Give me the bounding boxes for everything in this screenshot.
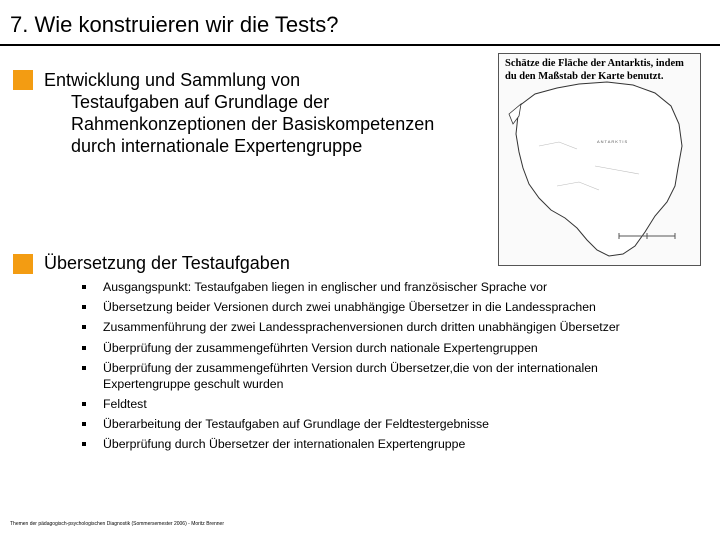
list-item-text: Überprüfung der zusammengeführten Version durch Übersetzer,die von der internationalen Expertengruppe geschult wurden [103, 360, 598, 391]
list-item [82, 340, 642, 356]
square-bullet-icon [82, 325, 86, 329]
antarctica-map-icon [499, 54, 700, 265]
map-label: ANTARKTIS [597, 139, 629, 144]
square-bullet-icon [82, 305, 86, 309]
list-item-text: Übersetzung beider Versionen durch zwei unabhängige Übersetzer in die Landessprachen [103, 300, 596, 315]
point-translation-heading: Übersetzung der Testaufgaben [44, 253, 290, 273]
list-item [82, 279, 642, 295]
point-development-rest: Testaufgaben auf Grundlage der Rahmenkonzeptionen der Basiskompetenzen durch internationale Expertengruppe [71, 92, 435, 156]
title-divider [0, 44, 720, 46]
point-development-line1: Entwicklung und Sammlung von [44, 70, 301, 90]
square-bullet-icon [82, 422, 86, 426]
page-title: 7. Wie konstruieren wir die Tests? [10, 12, 339, 37]
slide-footer: Themen der pädagogisch-psychologischen Diagnostik (Sommersemester 2006) - Moritz Brenner [10, 521, 224, 527]
list-item [82, 319, 642, 335]
list-item [82, 416, 642, 432]
list-item [82, 360, 642, 392]
orange-square-bullet-icon [13, 70, 33, 90]
translation-steps-list [82, 279, 642, 457]
list-item-text: Zusammenführung der zwei Landessprachenversionen durch dritten unabhängigen Übersetzer [103, 320, 620, 335]
square-bullet-icon [82, 346, 86, 350]
list-item [82, 396, 642, 412]
square-bullet-icon [82, 442, 86, 446]
antarctica-map-figure [498, 53, 701, 266]
orange-square-bullet-icon [13, 254, 33, 274]
list-item-text: Feldtest [103, 396, 147, 411]
list-item-text: Ausgangspunkt: Testaufgaben liegen in englischer und französischer Sprache vor [103, 280, 548, 294]
list-item [82, 436, 642, 452]
list-item [82, 299, 642, 315]
square-bullet-icon [82, 285, 86, 289]
point-development [44, 69, 484, 157]
square-bullet-icon [82, 366, 86, 370]
list-item-text: Überarbeitung der Testaufgaben auf Grundlage der Feldtestergebnisse [103, 417, 490, 432]
list-item-text: Überprüfung der zusammengeführten Version durch nationale Expertengruppen [103, 340, 538, 355]
square-bullet-icon [82, 402, 86, 406]
map-caption: Schätze die Fläche der Antarktis, indem du den Maßstab der Karte benutzt. [505, 58, 684, 82]
list-item-text: Überprüfung durch Übersetzer der internationalen Expertengruppe [103, 437, 466, 452]
